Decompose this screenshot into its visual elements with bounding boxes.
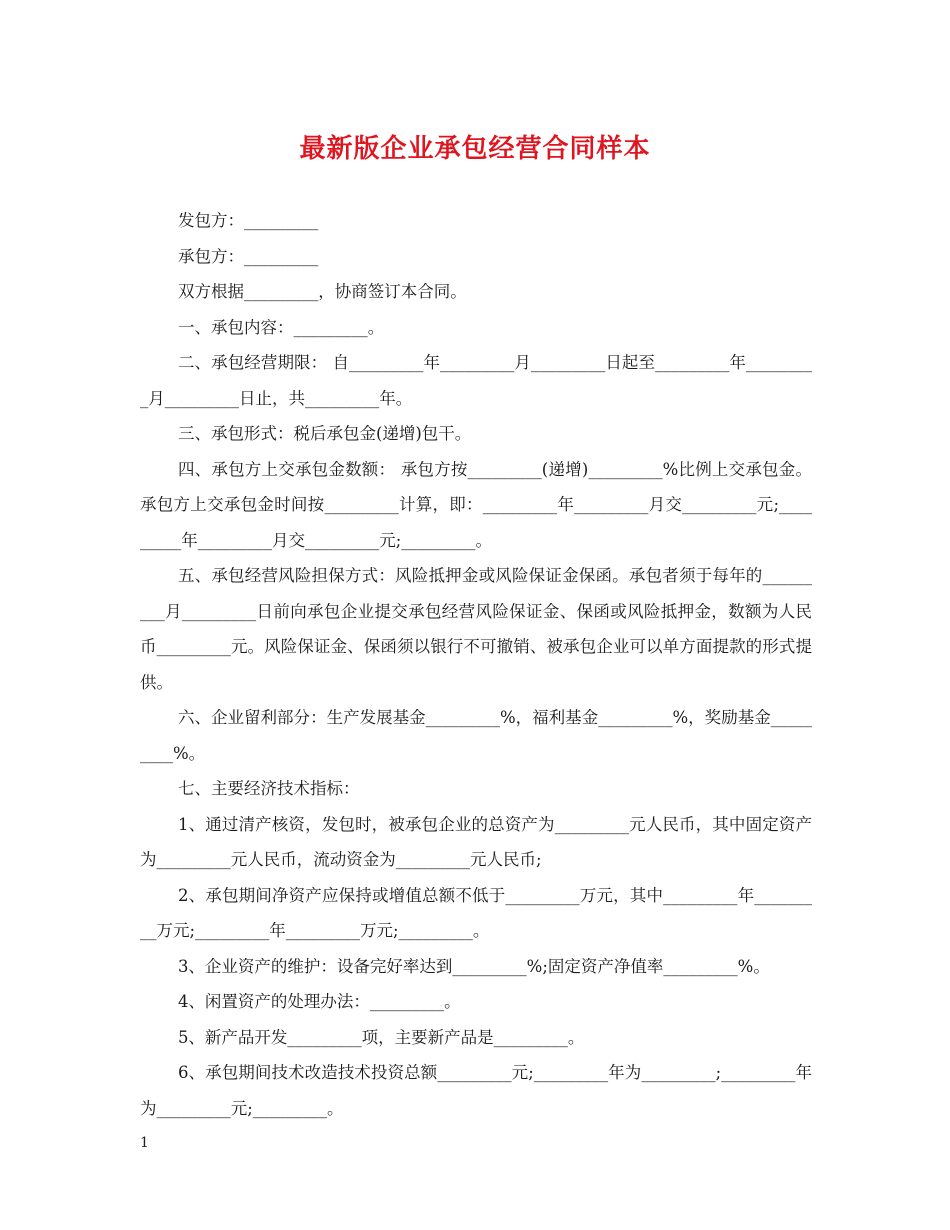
paragraph-risk-guarantee: 五、承包经营风险担保方式：风险抵押金或风险保证金保函。承包者须于每年的_________月_________日前向承包企业提交承包经营风险保证金、保函或风险抵押金，数额为人民币_________元。风险保证金、保函须以银行不可撤销、被承包企业可以单方面提款的形式提供。 — [140, 566, 812, 692]
paragraph-indicator-3: 3、企业资产的维护：设备完好率达到_________%;固定资产净值率_________%。 — [177, 956, 770, 976]
paragraph-indicator-5: 5、新产品开发_________项，主要新产品是_________。 — [177, 1027, 585, 1047]
paragraph-basis: 双方根据_________，协商签订本合同。 — [177, 282, 467, 301]
paragraph-contract-term: 二、承包经营期限： 自_________年_________月_________日起至_________年_________月_________日止，共_________年。 — [140, 353, 812, 408]
paragraph-indicator-1: 1、通过清产核资，发包时，被承包企业的总资产为_________元人民币，其中固定资产为_________元人民币，流动资金为_________元人民币; — [140, 814, 812, 869]
document-title: 最新版企业承包经营合同样本 — [299, 134, 651, 164]
paragraph-contractor: 承包方：_________ — [177, 246, 319, 266]
paragraph-payment-amount: 四、承包方上交承包金数额： 承包方按_________(递增)_________%比例上交承包金。承包方上交承包金时间按_________计算，即：_________年_________月交_________元;_________年_________月交_________元;_________。 — [140, 459, 812, 550]
paragraph-issuer: 发包方：_________ — [177, 211, 319, 230]
paragraph-indicators-heading: 七、主要经济技术指标： — [177, 779, 360, 798]
paragraph-contract-form: 三、承包形式：税后承包金(递增)包干。 — [177, 424, 472, 443]
paragraph-indicator-2: 2、承包期间净资产应保持或增值总额不低于_________万元，其中_________年_________万元;_________年_________万元;_________。 — [140, 885, 812, 940]
document-body — [140, 203, 812, 1126]
paragraph-indicator-4: 4、闲置资产的处理办法：_________。 — [177, 992, 461, 1011]
paragraph-contract-content: 一、承包内容：_________。 — [177, 317, 385, 337]
page-number: 1 — [140, 1135, 149, 1151]
paragraph-retained-profit: 六、企业留利部分：生产发展基金_________%，福利基金_________%，奖励基金_________%。 — [140, 708, 812, 763]
paragraph-indicator-6: 6、承包期间技术改造技术投资总额_________元;_________年为_________;_________年为_________元;_________。 — [140, 1063, 812, 1118]
